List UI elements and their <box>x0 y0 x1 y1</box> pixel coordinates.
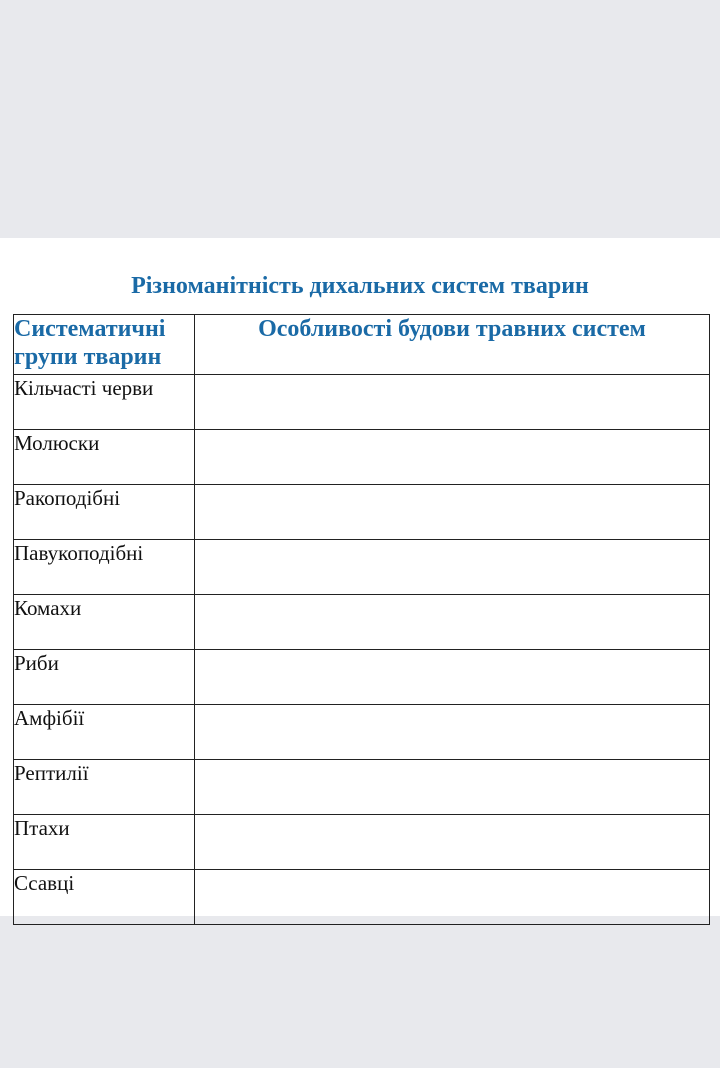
table-header-row <box>14 315 710 375</box>
answer-cell[interactable] <box>195 375 710 430</box>
document-title: Різноманітність дихальних систем тварин <box>131 273 589 299</box>
row-label: Риби <box>14 650 195 705</box>
row-label: Ракоподібні <box>14 485 195 540</box>
row-label: Павукоподібні <box>14 540 195 595</box>
row-label: Амфібії <box>14 705 195 760</box>
table-row <box>14 485 710 540</box>
answer-cell[interactable] <box>195 705 710 760</box>
header-digestive-features: Особливості будови травних систем <box>195 315 710 375</box>
answer-cell[interactable] <box>195 815 710 870</box>
row-label: Кільчасті черви <box>14 375 195 430</box>
answer-cell[interactable] <box>195 430 710 485</box>
row-label: Комахи <box>14 595 195 650</box>
row-label: Рептилії <box>14 760 195 815</box>
answer-cell[interactable] <box>195 540 710 595</box>
animal-groups-table <box>13 314 710 925</box>
table-row <box>14 705 710 760</box>
table-row <box>14 540 710 595</box>
header-systematic-groups: Систематичні групи тварин <box>14 315 195 375</box>
table-row <box>14 595 710 650</box>
answer-cell[interactable] <box>195 485 710 540</box>
table-row <box>14 870 710 925</box>
answer-cell[interactable] <box>195 760 710 815</box>
table-row <box>14 430 710 485</box>
table-row <box>14 760 710 815</box>
row-label: Молюски <box>14 430 195 485</box>
answer-cell[interactable] <box>195 650 710 705</box>
answer-cell[interactable] <box>195 870 710 925</box>
table-row <box>14 815 710 870</box>
row-label: Птахи <box>14 815 195 870</box>
table-row <box>14 375 710 430</box>
table-row <box>14 650 710 705</box>
row-label: Ссавці <box>14 870 195 925</box>
answer-cell[interactable] <box>195 595 710 650</box>
